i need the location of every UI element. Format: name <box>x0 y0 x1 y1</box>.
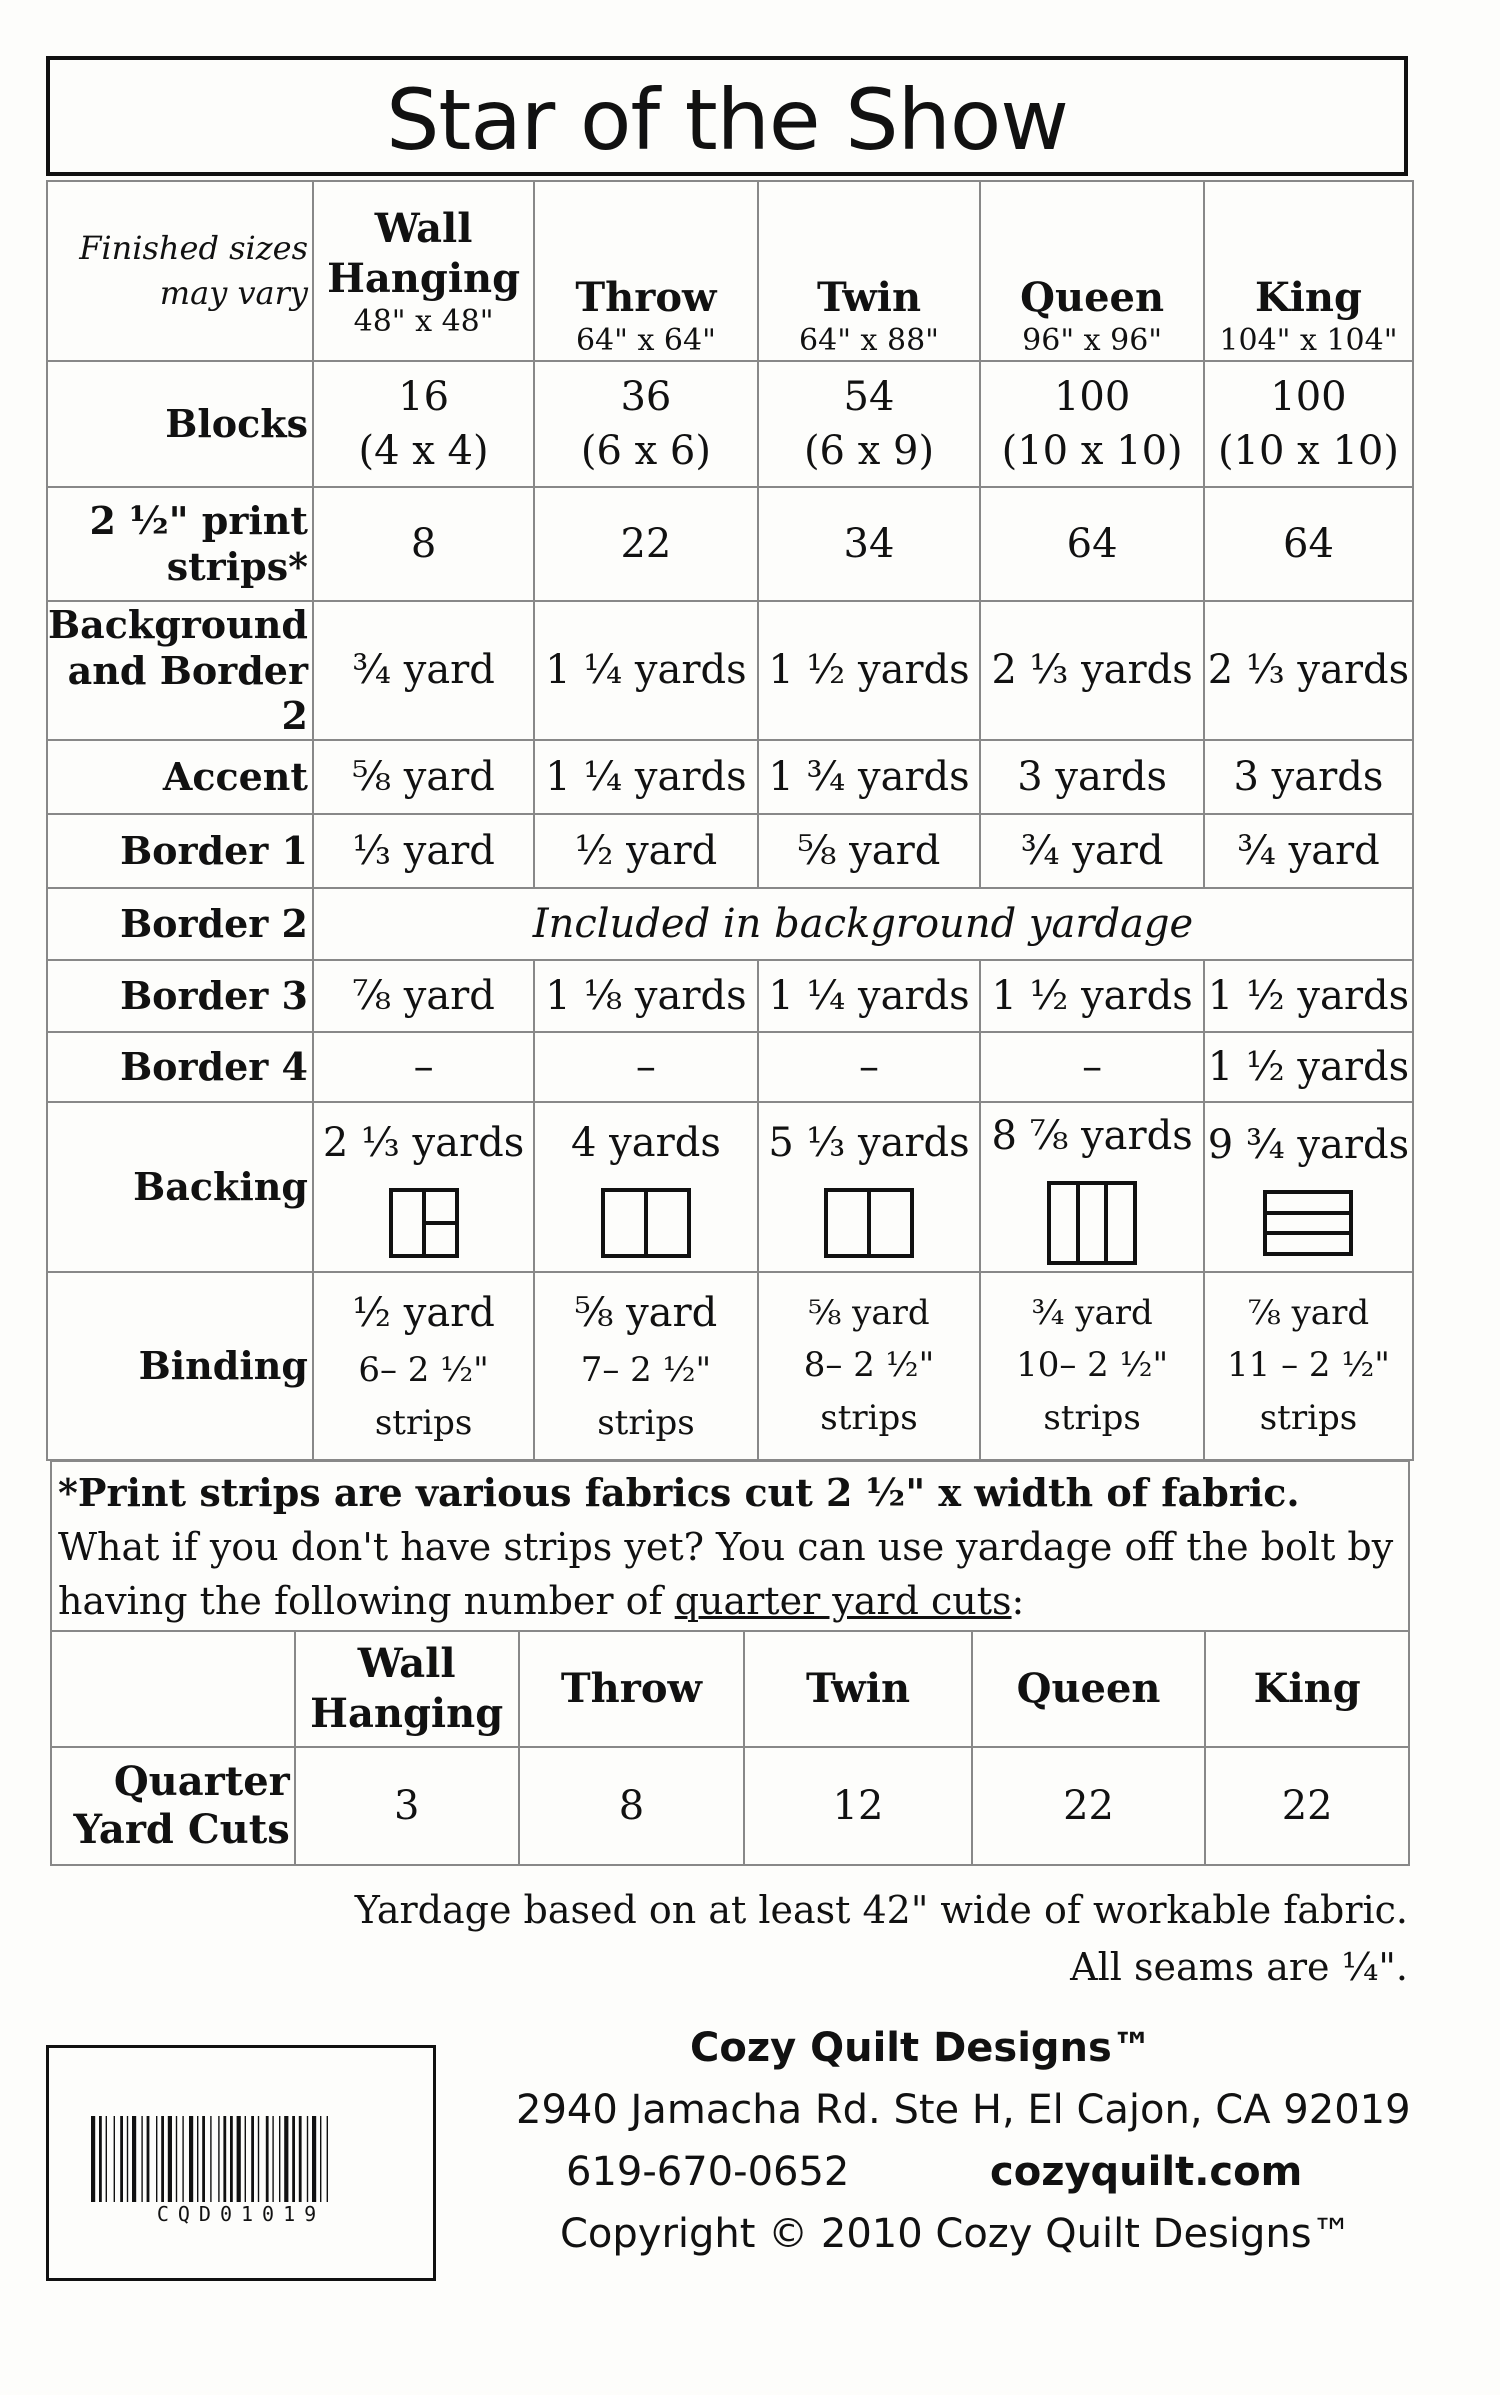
copyright: Copyright © 2010 Cozy Quilt Designs™ <box>560 2211 1352 2257</box>
company-website[interactable]: cozyquilt.com <box>990 2149 1303 2195</box>
table-cell: 100 (10 x 10) <box>1204 361 1413 487</box>
cuts-header-twin: Twin <box>744 1631 971 1747</box>
binding-row <box>47 1272 1413 1460</box>
table-cell: 5 ⅓ yards <box>758 1102 981 1272</box>
table-cell: ⅝ yard 7– 2 ½" strips <box>534 1272 758 1460</box>
quarter-yard-cuts-table <box>50 1630 1410 1866</box>
table-cell: 4 yards <box>534 1102 758 1272</box>
table-cell: – <box>313 1032 534 1102</box>
seams-note: All seams are ¼". <box>1070 1945 1408 1989</box>
cuts-values-row <box>51 1747 1409 1865</box>
table-cell: ¾ yard <box>980 814 1204 888</box>
row-label-border3: Border 3 <box>47 960 313 1032</box>
table-cell: 8 ⅞ yards <box>980 1102 1204 1272</box>
table-cell: ⅞ yard 11 – 2 ½" strips <box>1204 1272 1413 1460</box>
barcode-box <box>46 2045 436 2281</box>
table-cell: ⅝ yard <box>313 740 534 814</box>
table-cell: 12 <box>744 1747 971 1865</box>
table-cell: 1 ¼ yards <box>758 960 981 1032</box>
table-cell: 1 ½ yards <box>1204 960 1413 1032</box>
table-cell: 1 ¼ yards <box>534 601 758 740</box>
table-cell: – <box>980 1032 1204 1102</box>
table-cell: – <box>758 1032 981 1102</box>
background-row <box>47 601 1413 740</box>
table-cell: ¾ yard <box>1204 814 1413 888</box>
table-cell: 100 (10 x 10) <box>980 361 1204 487</box>
table-cell: 8 <box>519 1747 745 1865</box>
blocks-row <box>47 361 1413 487</box>
border4-row <box>47 1032 1413 1102</box>
table-cell: 64 <box>980 487 1204 601</box>
size-header-wall-hanging: Wall Hanging 48" x 48" <box>313 181 534 361</box>
row-label-border1: Border 1 <box>47 814 313 888</box>
table-cell: 2 ⅓ yards <box>313 1102 534 1272</box>
backing-row <box>47 1102 1413 1272</box>
header-row <box>47 181 1413 361</box>
print-strips-note: *Print strips are various fabrics cut 2 ½" x width of fabric. What if you don't have strips yet? You can use yardage off the bolt by having the following number of quarter yard cuts: <box>50 1460 1410 1630</box>
table-cell: 34 <box>758 487 981 601</box>
table-cell: 22 <box>534 487 758 601</box>
company-address: 2940 Jamacha Rd. Ste H, El Cajon, CA 92019 <box>516 2087 1411 2133</box>
backing-two-panel-split-icon <box>389 1188 459 1258</box>
table-cell: ½ yard 6– 2 ½" strips <box>313 1272 534 1460</box>
print-strips-row <box>47 487 1413 601</box>
row-label-accent: Accent <box>47 740 313 814</box>
empty-cell <box>51 1631 295 1747</box>
table-cell: 1 ½ yards <box>1204 1032 1413 1102</box>
accent-row <box>47 740 1413 814</box>
cuts-header-throw: Throw <box>519 1631 745 1747</box>
border3-row <box>47 960 1413 1032</box>
yardage-note: Yardage based on at least 42" wide of workable fabric. <box>354 1888 1408 1932</box>
row-label-backing: Backing <box>47 1102 313 1272</box>
row-label-border2: Border 2 <box>47 888 313 960</box>
title-box <box>46 56 1408 176</box>
table-cell: 22 <box>1205 1747 1409 1865</box>
backing-three-vertical-panel-icon <box>1047 1181 1137 1265</box>
cuts-header-queen: Queen <box>972 1631 1206 1747</box>
row-label-binding: Binding <box>47 1272 313 1460</box>
row-label-blocks: Blocks <box>47 361 313 487</box>
table-cell: 16 (4 x 4) <box>313 361 534 487</box>
table-cell: 2 ⅓ yards <box>980 601 1204 740</box>
table-cell: 3 <box>295 1747 519 1865</box>
company-name: Cozy Quilt Designs™ <box>690 2025 1152 2071</box>
barcode-icon <box>91 2116 391 2202</box>
size-header-king: King 104" x 104" <box>1204 181 1413 361</box>
table-cell: ¾ yard 10– 2 ½" strips <box>980 1272 1204 1460</box>
company-phone: 619-670-0652 <box>566 2149 850 2195</box>
page-title: Star of the Show <box>386 71 1068 169</box>
table-cell: 2 ⅓ yards <box>1204 601 1413 740</box>
table-cell: ½ yard <box>534 814 758 888</box>
cuts-header-king: King <box>1205 1631 1409 1747</box>
row-label-quarter-yard-cuts: Quarter Yard Cuts <box>51 1747 295 1865</box>
size-header-throw: Throw 64" x 64" <box>534 181 758 361</box>
table-cell: ¾ yard <box>313 601 534 740</box>
table-cell: 9 ¾ yards <box>1204 1102 1413 1272</box>
border1-row <box>47 814 1413 888</box>
table-cell: 3 yards <box>980 740 1204 814</box>
table-cell: 3 yards <box>1204 740 1413 814</box>
table-cell: 1 ½ yards <box>758 601 981 740</box>
backing-two-panel-icon <box>824 1188 914 1258</box>
table-cell: 54 (6 x 9) <box>758 361 981 487</box>
row-label-background: Background and Border 2 <box>47 601 313 740</box>
yardage-table <box>46 180 1414 1461</box>
row-label-border4: Border 4 <box>47 1032 313 1102</box>
border2-row <box>47 888 1413 960</box>
table-cell: 8 <box>313 487 534 601</box>
size-header-queen: Queen 96" x 96" <box>980 181 1204 361</box>
table-cell: 1 ¾ yards <box>758 740 981 814</box>
table-cell: 36 (6 x 6) <box>534 361 758 487</box>
table-cell: 1 ⅛ yards <box>534 960 758 1032</box>
size-header-twin: Twin 64" x 88" <box>758 181 981 361</box>
border2-note: Included in background yardage <box>313 888 1413 960</box>
row-label-print-strips: 2 ½" print strips* <box>47 487 313 601</box>
table-cell: 22 <box>972 1747 1206 1865</box>
table-cell: ⅓ yard <box>313 814 534 888</box>
table-cell: 1 ½ yards <box>980 960 1204 1032</box>
cuts-header-row <box>51 1631 1409 1747</box>
cuts-header-wall-hanging: Wall Hanging <box>295 1631 519 1747</box>
table-cell: 64 <box>1204 487 1413 601</box>
backing-three-horizontal-panel-icon <box>1263 1190 1353 1256</box>
sizes-note: Finished sizes may vary <box>47 181 313 361</box>
table-cell: ⅞ yard <box>313 960 534 1032</box>
table-cell: ⅝ yard 8– 2 ½" strips <box>758 1272 981 1460</box>
table-cell: 1 ¼ yards <box>534 740 758 814</box>
table-cell: – <box>534 1032 758 1102</box>
backing-two-panel-icon <box>601 1188 691 1258</box>
table-cell: ⅝ yard <box>758 814 981 888</box>
barcode-number: CQD01019 <box>156 2202 326 2226</box>
